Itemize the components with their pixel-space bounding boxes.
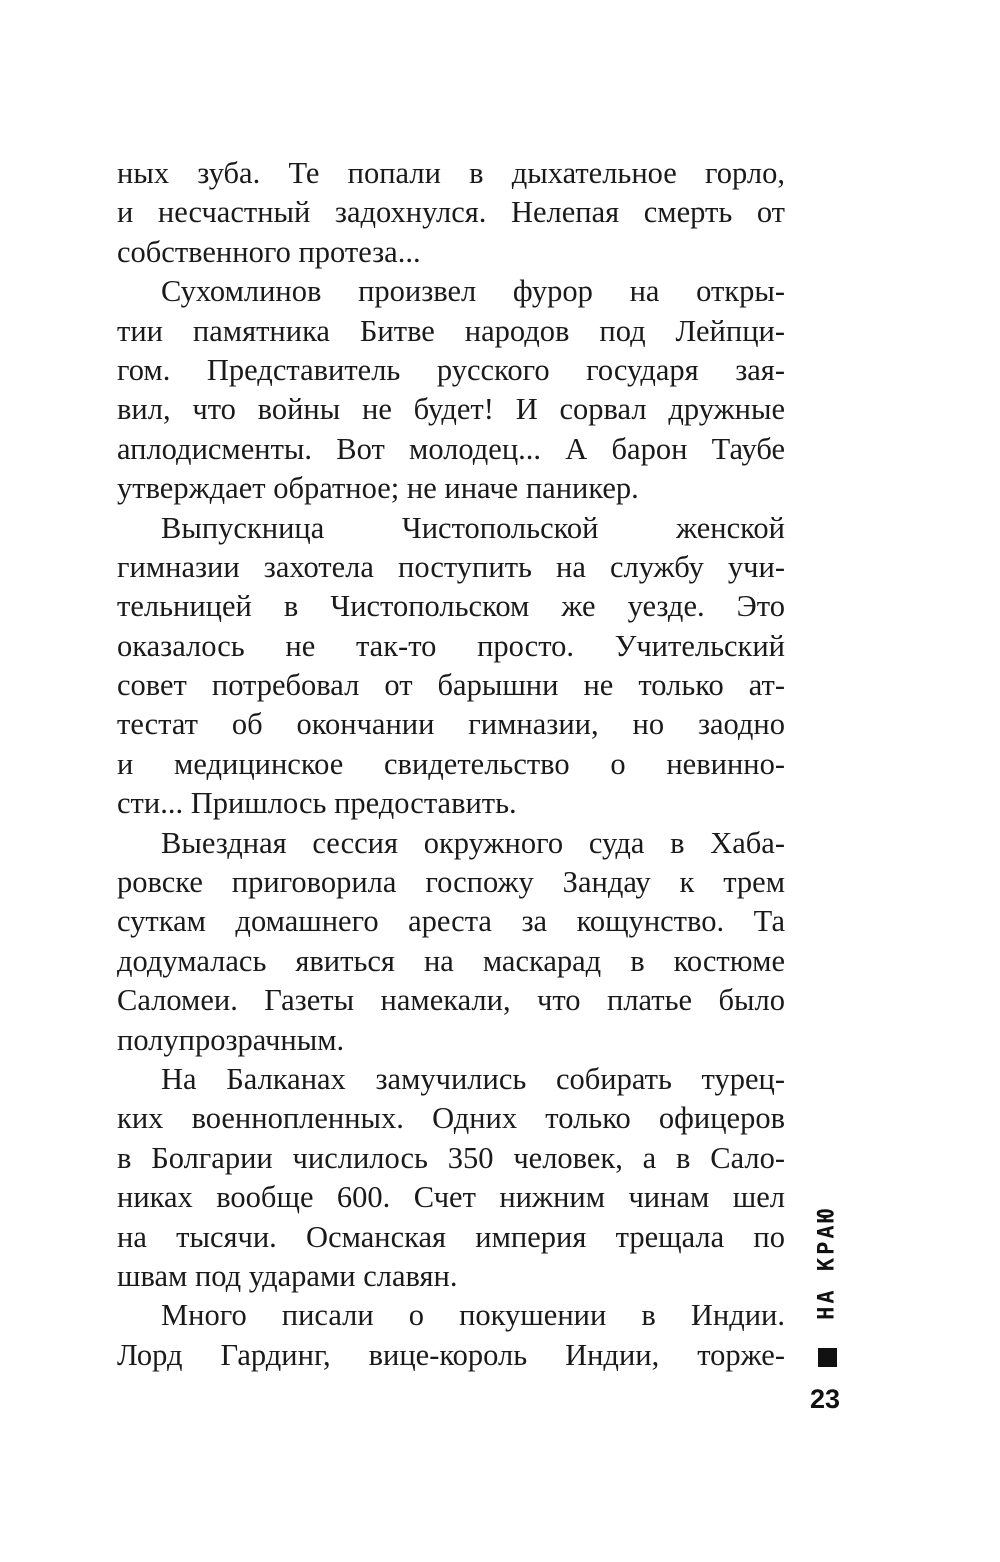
text-line: додумалась явиться на маскарад в костюме: [117, 943, 785, 978]
text-line: Лорд Гардинг, вице-король Индии, торже-: [117, 1337, 785, 1372]
square-marker-icon: [818, 1348, 837, 1367]
text-line: гом. Представитель русского государя зая-: [117, 352, 785, 387]
text-line: швам под ударами славян.: [117, 1258, 458, 1293]
text-line: полупрозрачным.: [117, 1022, 345, 1057]
text-line: ных зуба. Те попали в дыхательное горло,: [117, 156, 785, 190]
running-head-text: НА КРАЮ: [814, 1206, 840, 1320]
text-line: и несчастный задохнулся. Нелепая смерть от: [117, 195, 785, 230]
text-line: гимназии захотела поступить на службу учи-: [117, 549, 785, 584]
text-line: ровске приговорила госпожу Зандау к трем: [117, 865, 785, 900]
text-line: на тысячи. Османская империя трещала по: [117, 1219, 785, 1254]
text-line: тестат об окончании гимназии, но заодно: [117, 707, 785, 742]
text-line: суткам домашнего ареста за кощунство. Та: [117, 904, 785, 939]
text-line: сти... Пришлось предоставить.: [117, 786, 517, 821]
text-line: Сухомлинов произвел фурор на откры-: [161, 274, 785, 309]
text-line: Саломеи. Газеты намекали, что платье было: [117, 983, 785, 1018]
text-line: Много писали о покушении в Индии.: [161, 1298, 785, 1333]
text-line: На Балканах замучились собирать турец-: [161, 1061, 785, 1096]
running-head: [812, 1208, 842, 1318]
text-line: совет потребовал от барышни не только ат-: [117, 668, 785, 703]
text-line: в Болгарии числилось 350 человек, а в Сало-: [117, 1140, 785, 1175]
text-line: оказалось не так-то просто. Учительский: [117, 628, 785, 663]
page-number: 23: [809, 1384, 841, 1414]
text-line: утверждает обратное; не иначе паникер.: [117, 471, 639, 506]
text-line: ких военнопленных. Одних только офицеров: [117, 1101, 785, 1136]
text-line: аплодисменты. Вот молодец... А барон Таубе: [117, 431, 785, 466]
text-line: Выпускница Чистопольской женской: [161, 510, 785, 545]
text-line: Выездная сессия окружного суда в Хаба-: [161, 825, 785, 860]
text-line: никах вообще 600. Счет нижним чинам шел: [117, 1180, 785, 1215]
text-line: собственного протеза...: [117, 234, 421, 269]
body-text: [117, 154, 785, 1375]
text-line: тельницей в Чистопольском же уезде. Это: [117, 589, 785, 624]
text-line: тии памятника Битве народов под Лейпци-: [117, 313, 785, 348]
text-line: вил, что войны не будет! И сорвал дружные: [117, 392, 785, 427]
text-line: и медицинское свидетельство о невинно-: [117, 746, 785, 781]
